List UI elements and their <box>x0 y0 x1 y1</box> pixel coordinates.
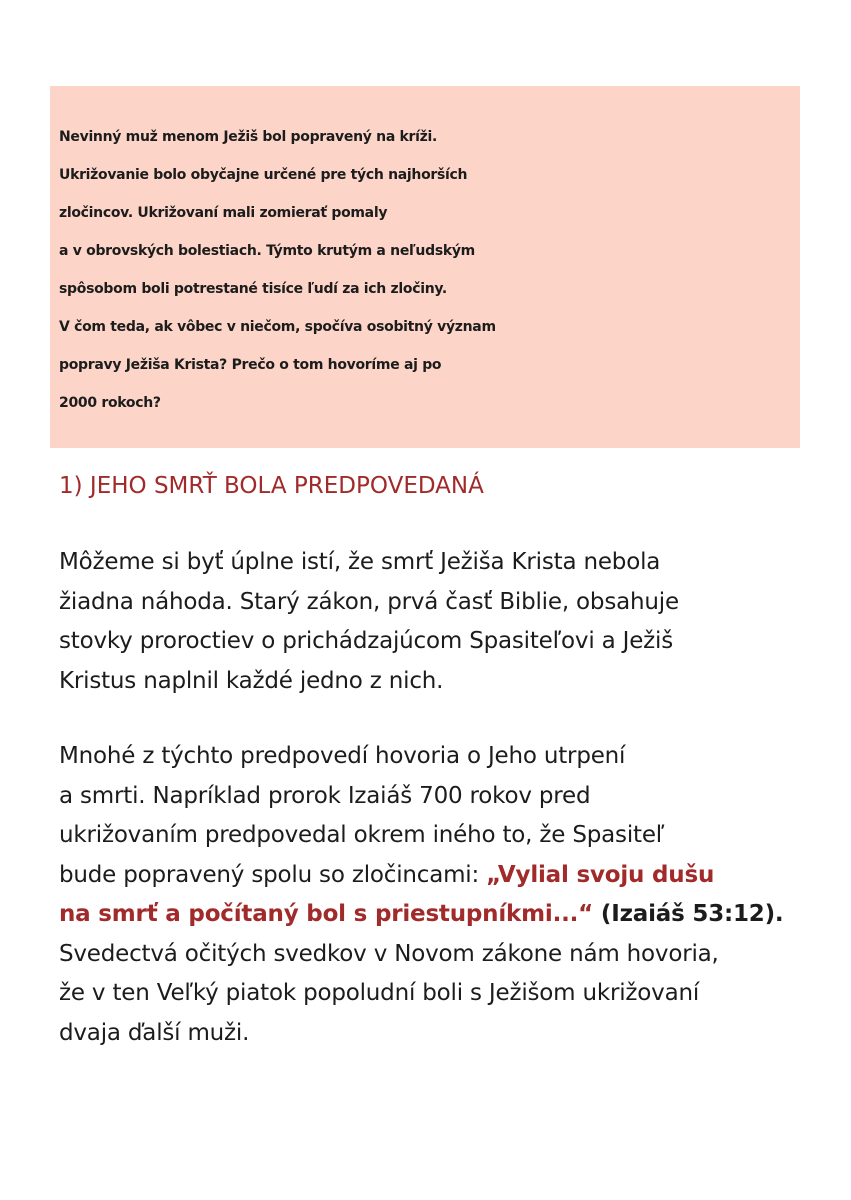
paragraph-line: že v ten Veľký piatok popoludní boli s Ježišom ukrižovaní <box>59 980 700 1006</box>
paragraph-isaiah <box>59 737 783 1053</box>
paragraph-line <box>59 856 783 896</box>
paragraph-line: Kristus naplnil každé jedno z nich. <box>59 667 444 694</box>
section-heading: 1) JEHO SMRŤ BOLA PREDPOVEDANÁ <box>59 473 484 499</box>
intro-line: a v obrovských bolestiach. Týmto krutým a neľudským <box>59 243 475 259</box>
paragraph-line: a smrti. Napríklad prorok Izaiáš 700 rokov pred <box>59 782 591 809</box>
paragraph-line: stovky proroctiev o prichádzajúcom Spasiteľovi a Ježiš <box>59 628 674 654</box>
intro-box <box>50 86 800 448</box>
intro-line: zločincov. Ukrižovaní mali zomierať pomaly <box>59 205 388 221</box>
paragraph-line: žiadna náhoda. Starý zákon, prvá časť Biblie, obsahuje <box>59 588 679 615</box>
bible-reference: (Izaiáš 53:12). <box>593 901 784 927</box>
paragraph-prophecies <box>59 543 679 701</box>
paragraph-line: Mnohé z týchto predpovedí hovoria o Jeho utrpení <box>59 743 626 769</box>
intro-line: 2000 rokoch? <box>59 395 161 411</box>
paragraph-line <box>59 895 783 935</box>
bible-quote: na smrť a počítaný bol s priestupníkmi...“ <box>59 901 594 927</box>
paragraph-line: ukrižovaním predpovedal okrem iného to, že Spasiteľ <box>59 822 665 848</box>
intro-line: popravy Ježiša Krista? Prečo o tom hovoríme aj po <box>59 357 442 373</box>
paragraph-line: Svedectvá očitých svedkov v Novom zákone nám hovoria, <box>59 940 719 967</box>
paragraph-line: Môžeme si byť úplne istí, že smrť Ježiša Krista nebola <box>59 549 661 575</box>
intro-line: Ukrižovanie bolo obyčajne určené pre tých najhorších <box>59 167 468 183</box>
intro-line: Nevinný muž menom Ježiš bol popravený na kríži. <box>59 129 438 145</box>
intro-line: spôsobom boli potrestané tisíce ľudí za ich zločiny. <box>59 281 447 297</box>
paragraph-line: dvaja ďalší muži. <box>59 1019 250 1046</box>
intro-line: V čom teda, ak vôbec v niečom, spočíva osobitný význam <box>59 319 496 335</box>
bible-quote: „Vylial svoju dušu <box>486 861 715 888</box>
paragraph-text: bude popravený spolu so zločincami: <box>59 861 487 888</box>
